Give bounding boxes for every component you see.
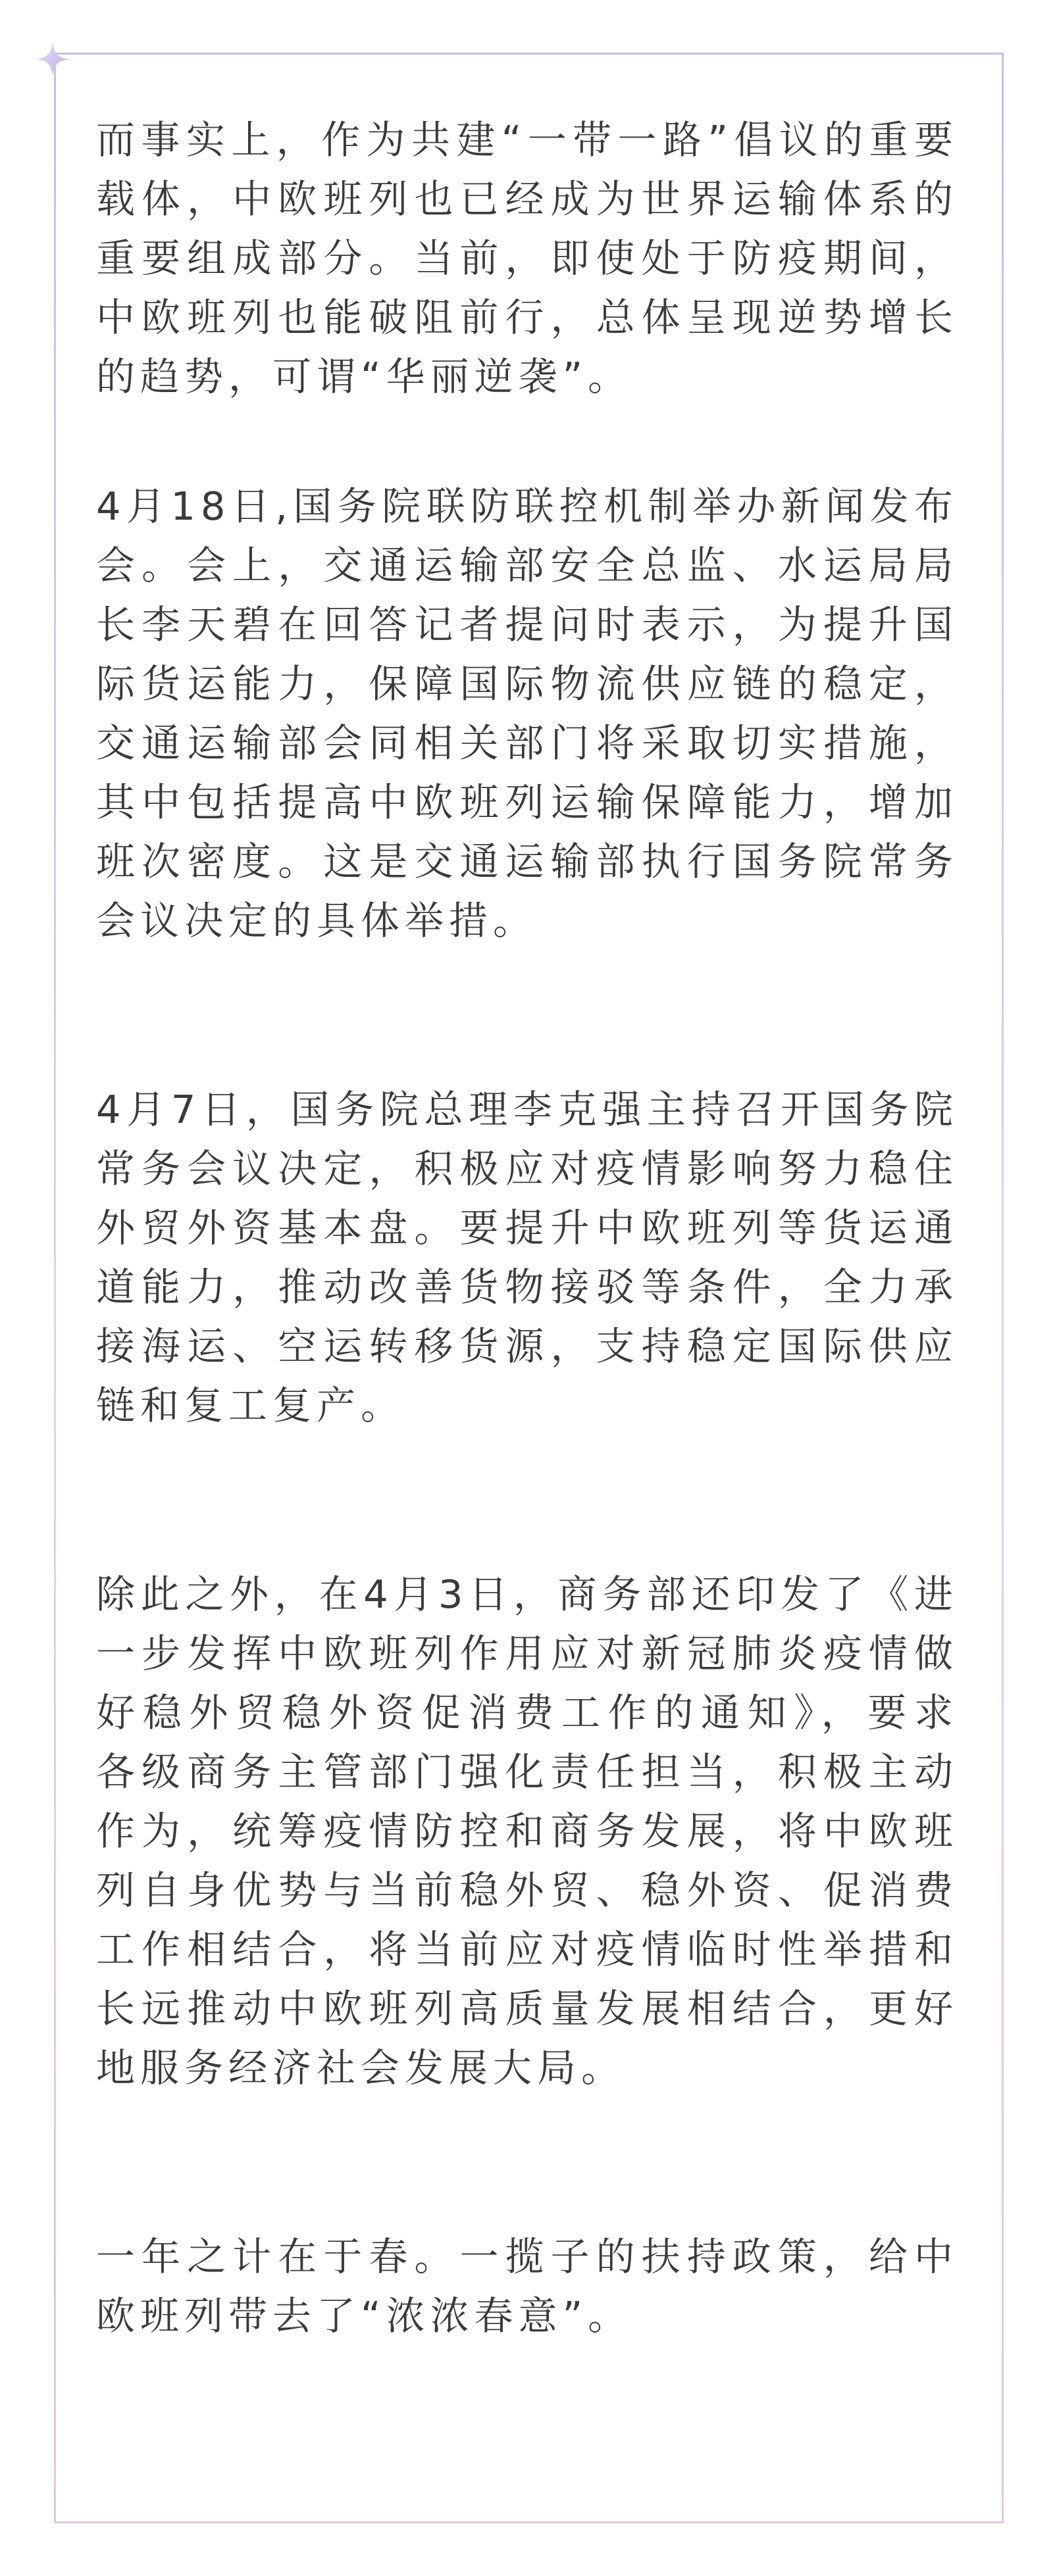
paragraph-2: 4月18日,国务院联防联控机制举办新闻发布会。会上，交通运输部安全总监、水运局局长李天碧在回答记者提问时表示，为提升国际货运能力，保障国际物流供应链的稳定，交通运输部会同相关部门将采取切实措施，其中包括提高中欧班列运输保障能力，增加班次密度。这是交通运输部执行国务院常务会议决定的具体举措。 xyxy=(96,483,958,943)
paragraph-4: 除此之外，在4月3日，商务部还印发了《进一步发挥中欧班列作用应对新冠肺炎疫情做好稳外贸稳外资促消费工作的通知》，要求各级商务主管部门强化责任担当，积极主动作为，统筹疫情防控和商务发展，将中欧班列自身优势与当前稳外贸、稳外资、促消费工作相结合，将当前应对疫情临时性举措和长远推动中欧班列高质量发展相结合，更好地服务经济社会发展大局。 xyxy=(96,1572,958,2091)
paragraph-1: 而事实上，作为共建“一带一路”倡议的重要载体，中欧班列也已经成为世界运输体系的重要组成部分。当前，即使处于防疫期间，中欧班列也能破阻前行，总体呈现逆势增长的趋势，可谓“华丽逆袭”。 xyxy=(96,117,958,399)
paragraph-5: 一年之计在于春。一揽子的扶持政策，给中欧班列带去了“浓浓春意”。 xyxy=(96,2234,958,2339)
sparkle-icon xyxy=(34,41,71,78)
paragraph-3: 4月7日，国务院总理李克强主持召开国务院常务会议决定，积极应对疫情影响努力稳住外贸外资基本盘。要提升中欧班列等货运通道能力，推动改善货物接驳等条件，全力承接海运、空运转移货源，支持稳定国际供应链和复工复产。 xyxy=(96,1087,958,1428)
article-body xyxy=(96,111,958,2346)
